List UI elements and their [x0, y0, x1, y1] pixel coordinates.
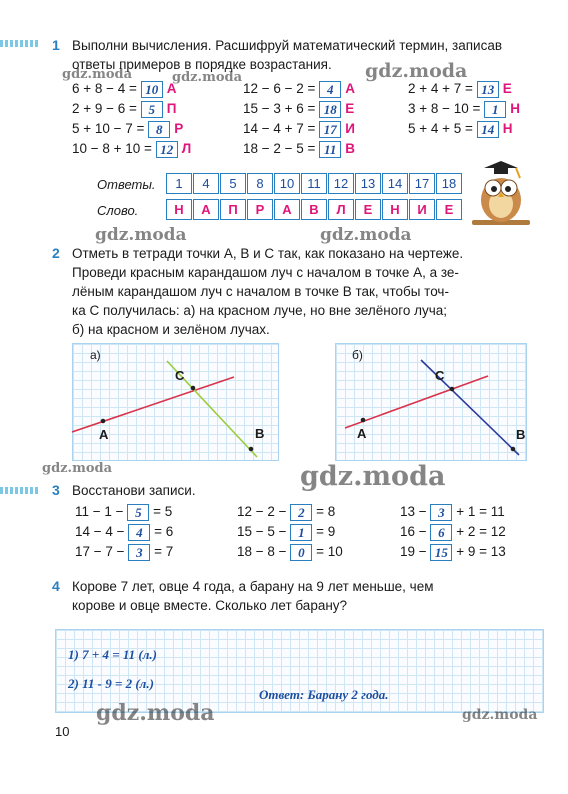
- word-letter-cell: Р: [247, 199, 273, 220]
- figure-a-label: а): [90, 348, 101, 362]
- equation-start: 17 − 7 −: [75, 544, 125, 560]
- equation-start: 15 − 5 −: [237, 524, 287, 540]
- equation-end: + 2 = 12: [456, 524, 506, 540]
- equation-row: [75, 524, 173, 541]
- watermark: gdz.moda: [62, 67, 133, 82]
- equation-end: = 9: [316, 524, 336, 540]
- equation-end: = 5: [153, 504, 173, 520]
- equation-start: 19 −: [400, 544, 427, 560]
- code-letter: И: [345, 121, 355, 137]
- watermark: gdz.moda: [42, 461, 113, 476]
- code-letter: Е: [345, 101, 355, 117]
- answer-box: 18: [319, 101, 341, 118]
- point-a: [361, 418, 366, 423]
- answer-box: 4: [319, 81, 341, 98]
- equation-row: [237, 544, 343, 561]
- figure-b-label: б): [352, 348, 363, 362]
- equation-row: [72, 121, 183, 138]
- red-ray: [72, 377, 234, 432]
- code-letter: Е: [502, 81, 512, 97]
- equation-expression: 15 − 3 + 6 =: [243, 101, 316, 117]
- task2-text-line: б) на красном и зелёном лучах.: [72, 322, 270, 337]
- equation-start: 18 − 8 −: [237, 544, 287, 560]
- equation-start: 11 − 1 −: [75, 504, 124, 520]
- answer-cell: 1: [166, 173, 192, 194]
- answer-box: 11: [319, 141, 341, 158]
- answer-cell: 13: [355, 173, 381, 194]
- equation-expression: 5 + 10 − 7 =: [72, 121, 145, 137]
- watermark: gdz.moda: [96, 700, 215, 726]
- label-c: С: [435, 368, 445, 383]
- answer-box: 17: [319, 121, 341, 138]
- answer-box: 15: [430, 544, 452, 561]
- equation-expression: 12 − 6 − 2 =: [243, 81, 316, 97]
- task3-text: Восстанови записи.: [72, 483, 196, 498]
- answer-cell: 8: [247, 173, 273, 194]
- code-letter: А: [345, 81, 355, 97]
- equation-start: 14 − 4 −: [75, 524, 125, 540]
- red-ray: [345, 376, 488, 428]
- task-number: 3: [52, 482, 60, 498]
- answer-box: 5: [127, 504, 149, 521]
- code-letter: А: [166, 81, 177, 97]
- watermark: gdz.moda: [300, 461, 446, 492]
- equation-start: 16 −: [400, 524, 427, 540]
- word-letter-cell: П: [220, 199, 246, 220]
- equation-row: [243, 121, 355, 138]
- equation-expression: 2 + 9 − 6 =: [72, 101, 137, 117]
- task2-text-line: лёным карандашом луч с началом в точке В так, чтобы точ-: [72, 284, 449, 299]
- word-letter-cell: Е: [355, 199, 381, 220]
- equation-end: = 10: [316, 544, 343, 560]
- equation-row: [400, 524, 506, 541]
- equation-end: = 6: [154, 524, 174, 540]
- point-b: [249, 447, 254, 452]
- label-b: В: [516, 427, 526, 442]
- point-c: [450, 387, 455, 392]
- answer-box: 5: [141, 101, 163, 118]
- word-letter-cell: Н: [382, 199, 408, 220]
- word-letter-cell: Л: [328, 199, 354, 220]
- equation-expression: 2 + 4 + 7 =: [408, 81, 473, 97]
- equation-expression: 10 − 8 + 10 =: [72, 141, 152, 157]
- label-a: А: [99, 427, 109, 442]
- word-row: [166, 199, 466, 221]
- solution-step-2: 2) 11 - 9 = 2 (л.): [68, 676, 154, 691]
- equation-expression: 6 + 8 − 4 =: [72, 81, 137, 97]
- label-b: В: [255, 426, 265, 441]
- answer-cell: 14: [382, 173, 408, 194]
- code-letter: Л: [181, 141, 192, 157]
- code-letter: Р: [174, 121, 184, 137]
- answer-box: 8: [148, 121, 170, 138]
- answer-box: 10: [141, 81, 163, 98]
- task2-text-line: ка С получилась: а) на красном луче, но вне зелёного луча;: [72, 303, 448, 318]
- equation-end: = 8: [316, 504, 336, 520]
- word-letter-cell: Н: [166, 199, 192, 220]
- equation-expression: 5 + 4 + 5 =: [408, 121, 473, 137]
- equation-row: [72, 81, 176, 98]
- watermark: gdz.moda: [95, 225, 187, 245]
- answer-box: 12: [156, 141, 178, 158]
- equation-row: [237, 504, 335, 521]
- equation-row: [243, 141, 355, 158]
- answer-box: 1: [484, 101, 506, 118]
- answer-box: 3: [128, 544, 150, 561]
- answer-box: 13: [477, 81, 499, 98]
- equation-end: = 7: [154, 544, 174, 560]
- task-number: 2: [52, 245, 60, 261]
- figure-a: [72, 343, 279, 461]
- figure-b: [335, 343, 527, 461]
- task-number: 4: [52, 578, 60, 594]
- point-a: [101, 419, 106, 424]
- equation-row: [408, 101, 520, 118]
- point-b: [511, 447, 516, 452]
- solution-step-1: 1) 7 + 4 = 11 (л.): [68, 647, 158, 662]
- answer-box: 1: [290, 524, 312, 541]
- answer-box: 2: [290, 504, 312, 521]
- equation-row: [243, 81, 355, 98]
- answer-cell: 11: [301, 173, 327, 194]
- equation-expression: 3 + 8 − 10 =: [408, 101, 481, 117]
- equation-row: [75, 544, 173, 561]
- label-c: С: [175, 368, 185, 383]
- answer-box: 6: [430, 524, 452, 541]
- watermark: gdz.moda: [172, 70, 243, 85]
- equation-row: [408, 121, 512, 138]
- word-label: Слово.: [97, 203, 139, 218]
- equation-row: [400, 504, 505, 521]
- task2-text-line: Отметь в тетради точки А, В и С так, как показано на чертеже.: [72, 246, 464, 261]
- word-letter-cell: В: [301, 199, 327, 220]
- task-number: 1: [52, 37, 60, 53]
- task2-text: [72, 244, 552, 339]
- answer-cell: 18: [436, 173, 462, 194]
- answer-cell: 12: [328, 173, 354, 194]
- point-c: [191, 386, 196, 391]
- equation-start: 13 −: [400, 504, 427, 520]
- answers-row: [166, 173, 466, 195]
- equation-row: [400, 544, 506, 561]
- equation-row: [408, 81, 512, 98]
- page-number: 10: [55, 724, 70, 739]
- answer-cell: 4: [193, 173, 219, 194]
- word-letter-cell: И: [409, 199, 435, 220]
- equation-end: + 9 = 13: [456, 544, 506, 560]
- margin-stripe: [0, 40, 40, 47]
- watermark: gdz.moda: [320, 225, 412, 245]
- answer-box: 0: [290, 544, 312, 561]
- code-letter: Н: [502, 121, 513, 137]
- equation-expression: 18 − 2 − 5 =: [243, 141, 316, 157]
- answer-box: 4: [128, 524, 150, 541]
- solution-answer: Ответ: Барану 2 года.: [259, 687, 389, 702]
- margin-stripe: [0, 487, 40, 494]
- watermark: gdz.moda: [462, 707, 538, 723]
- equation-expression: 14 − 4 + 7 =: [243, 121, 316, 137]
- answer-box: 3: [430, 504, 452, 521]
- equation-end: + 1 = 11: [456, 504, 505, 520]
- code-letter: Н: [510, 101, 520, 117]
- code-letter: П: [166, 101, 177, 117]
- word-letter-cell: А: [274, 199, 300, 220]
- equation-row: [75, 504, 172, 521]
- equation-row: [72, 141, 191, 158]
- equation-row: [243, 101, 354, 118]
- answers-label: Ответы.: [97, 177, 156, 192]
- answer-box: 14: [477, 121, 499, 138]
- owl-illustration: [470, 160, 532, 228]
- answer-cell: 5: [220, 173, 246, 194]
- equation-row: [237, 524, 335, 541]
- task4-text: Корове 7 лет, овце 4 года, а барану на 9 лет меньше, чем корове и овце вместе. Сколько лет барану?: [72, 579, 434, 613]
- equation-row: [72, 101, 176, 118]
- task2-text-line: Проведи красным карандашом луч с началом в точке А, а зе-: [72, 265, 459, 280]
- code-letter: В: [345, 141, 355, 157]
- task1-text: Выполни вычисления. Расшифруй математический термин, записав ответы примеров в порядке возрастания.: [72, 38, 503, 72]
- label-a: А: [357, 426, 367, 441]
- watermark: gdz.moda: [365, 60, 468, 82]
- equation-start: 12 − 2 −: [237, 504, 287, 520]
- word-letter-cell: Е: [436, 199, 462, 220]
- word-letter-cell: А: [193, 199, 219, 220]
- answer-cell: 17: [409, 173, 435, 194]
- answer-cell: 10: [274, 173, 300, 194]
